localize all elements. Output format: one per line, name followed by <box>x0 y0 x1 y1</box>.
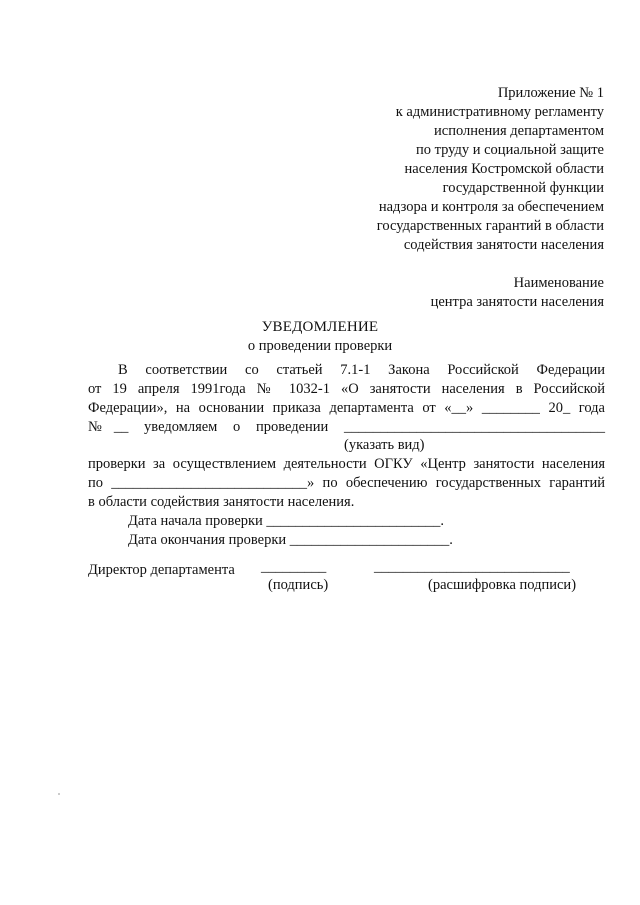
scan-speck <box>58 793 60 795</box>
end-date-field: Дата окончания проверки ______________________. <box>128 532 453 548</box>
body-line: проверки за осуществлением деятельности ОГКУ «Центр занятости населения <box>88 456 605 472</box>
body-line: Федерации», на основании приказа департамента от «__» ________ 20_ года <box>88 400 605 416</box>
recipient-line: Наименование <box>513 275 604 291</box>
recipient-line: центра занятости населения <box>430 294 604 310</box>
start-date-field: Дата начала проверки ________________________. <box>128 513 445 529</box>
body-line: №__ уведомляем о проведении ____________________________________ <box>88 419 605 435</box>
body-line: по ___________________________» по обеспечению государственных гарантий <box>88 475 605 491</box>
appendix-line: к административному регламенту <box>395 104 604 120</box>
body-line: от 19 апреля 1991года № 1032-1 «О занятости населения в Российской <box>88 381 605 397</box>
body-line: в области содействия занятости населения. <box>88 494 355 510</box>
appendix-line: исполнения департаментом <box>434 123 604 139</box>
body-line: В соответствии со статьей 7.1-1 Закона Российской Федерации <box>118 362 605 378</box>
appendix-line: надзора и контроля за обеспечением <box>378 199 604 215</box>
decode-line: ___________________________ <box>374 559 570 575</box>
appendix-line: Приложение № 1 <box>497 85 604 101</box>
appendix-line: содействия занятости населения <box>403 237 604 253</box>
signature-hint: (подпись) <box>268 577 329 593</box>
document-title: УВЕДОМЛЕНИЕ <box>261 319 379 335</box>
appendix-line: государственных гарантий в области <box>376 218 604 234</box>
document-subtitle: о проведении проверки <box>247 338 393 354</box>
decode-hint: (расшифровка подписи) <box>428 577 577 593</box>
signer-role: Директор департамента <box>88 562 235 578</box>
appendix-line: населения Костромской области <box>404 161 604 177</box>
appendix-line: государственной функции <box>442 180 604 196</box>
signature-line: _________ <box>261 559 327 575</box>
appendix-line: по труду и социальной защите <box>415 142 604 158</box>
type-hint: (указать вид) <box>344 437 425 453</box>
